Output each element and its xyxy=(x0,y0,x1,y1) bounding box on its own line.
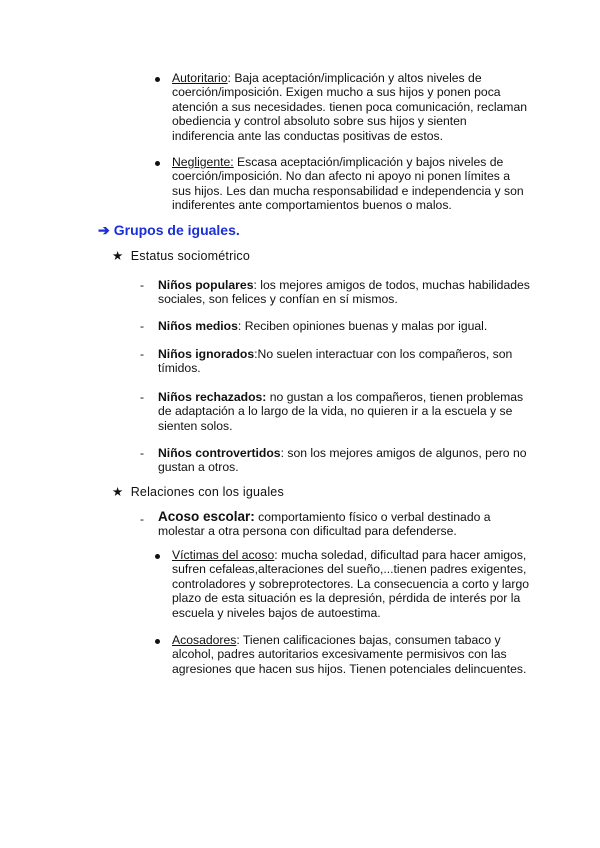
desc-acosadores: : Tienen calificaciones bajas, consumen tabaco y alcohol, padres autoritarios excesivamente permisivos con las agresiones que hacen sus hijos. Tienen potenciales delincuentes. xyxy=(172,633,527,676)
bullet-dot xyxy=(155,554,160,559)
term-acoso: Acoso escolar: xyxy=(158,509,255,524)
subsection-peer-relations-title: Relaciones con los iguales xyxy=(130,485,284,499)
desc-victimas: : mucha soledad, dificultad para hacer amigos, sufren cefaleas,alteraciones del sueño,...tienen padres exigentes, controladores y sobreprotectores. La consecuencia a corto y largo plazo de esta situación es la depresión, pérdida de interés por la escuela y niveles bajos de autoestima. xyxy=(172,548,530,620)
desc-rechazados: no gustan a los compañeros, tienen problemas de adaptación a lo largo de la vida, no quieren ir a la escuela y se sienten solos. xyxy=(158,390,524,433)
desc-populares: : los mejores amigos de todos, muchas habilidades sociales, son felices y confían en sí mismos. xyxy=(158,278,530,307)
term-medios: Niños medios xyxy=(158,319,238,333)
subsection-sociometric xyxy=(112,249,250,263)
star-icon: ★ xyxy=(112,249,124,263)
sociometric-item-medios xyxy=(158,319,530,333)
sociometric-item-ignorados xyxy=(158,347,520,376)
dash-marker: - xyxy=(140,319,145,333)
sociometric-item-rechazados xyxy=(158,390,530,433)
peer-subitem-acosadores xyxy=(172,633,530,676)
section-heading-dot: . xyxy=(235,222,240,238)
subsection-peer-relations xyxy=(112,485,284,499)
term-rechazados: Niños rechazados: xyxy=(158,390,267,404)
dash-marker: - xyxy=(140,446,145,460)
desc-autoritario: Baja aceptación/implicación y altos niveles de coerción/imposición. Exigen mucho a sus hijos y ponen poca atención a sus necesidades. tienen poca comunicación, reclaman obediencia y control absoluto sobre sus hijos y sienten indiferencia ante las conductas positivas de estos. xyxy=(172,71,528,143)
peer-subitem-victimas xyxy=(172,548,530,620)
desc-medios: : Reciben opiniones buenas y malas por igual. xyxy=(237,319,488,333)
term-acosadores: Acosadores xyxy=(172,633,237,647)
desc-negligente: Escasa aceptación/implicación y bajos niveles de coerción/imposición. No dan afecto ni apoyo ni ponen límites a sus hijos. Les dan mucha responsabilidad e independencia y son indiferentes ante comportamientos buenos o malos. xyxy=(172,155,524,213)
dash-marker: - xyxy=(140,512,145,526)
arrow-right-icon: ➔ xyxy=(98,222,110,238)
term-victimas: Víctimas del acoso xyxy=(172,548,275,562)
section-heading-text: Grupos de iguales xyxy=(113,222,236,238)
bullet-dot xyxy=(155,161,160,166)
peer-item-acoso xyxy=(158,510,498,539)
bullet-dot xyxy=(155,77,160,82)
term-sep: : xyxy=(227,71,231,85)
desc-controvertidos: : son los mejores amigos de algunos, pero no gustan a otros. xyxy=(158,446,527,475)
sociometric-item-controvertidos xyxy=(158,446,530,475)
dash-marker: - xyxy=(140,347,145,361)
term-negligente: Negligente: xyxy=(172,155,234,169)
dash-marker: - xyxy=(140,278,145,292)
parenting-item-negligente xyxy=(172,155,530,213)
star-icon: ★ xyxy=(112,485,124,499)
term-autoritario: Autoritario xyxy=(172,71,228,85)
term-controvertidos: Niños controvertidos xyxy=(158,446,281,460)
term-populares: Niños populares xyxy=(158,278,254,292)
desc-ignorados: :No suelen interactuar con los compañeros, son tímidos. xyxy=(158,347,513,376)
section-heading xyxy=(98,221,240,239)
parenting-item-autoritario xyxy=(172,71,530,143)
bullet-dot xyxy=(155,639,160,644)
term-ignorados: Niños ignorados xyxy=(158,347,255,361)
dash-marker: - xyxy=(140,390,145,404)
subsection-sociometric-title: Estatus sociométrico xyxy=(130,249,251,263)
sociometric-item-populares xyxy=(158,278,530,307)
desc-acoso: comportamiento físico o verbal destinado a molestar a otra persona con dificultad para defenderse. xyxy=(158,510,491,539)
